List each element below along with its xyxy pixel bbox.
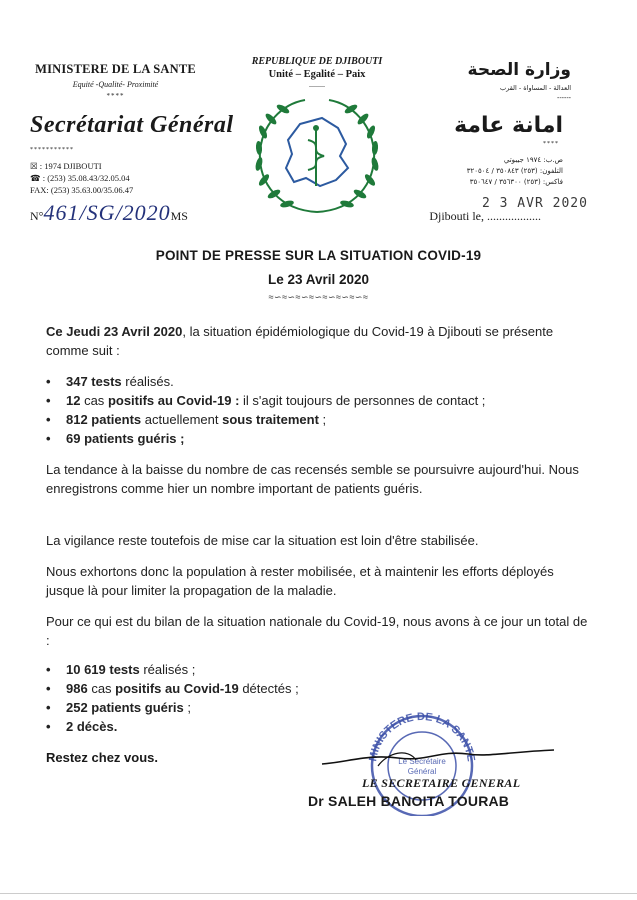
signatory-title: LE SECRETAIRE GENERAL <box>362 776 521 790</box>
bottom-edge-divider <box>0 893 637 894</box>
reference-suffix: MS <box>170 209 188 223</box>
address-line: ☒ : 1974 DJIBOUTI <box>30 161 102 171</box>
list-item: • 10 619 tests réalisés ; <box>46 660 299 679</box>
document-title: POINT DE PRESSE SUR LA SITUATION COVID-19 <box>155 248 482 263</box>
document-subtitle <box>0 272 637 287</box>
reference-handwritten: 461/SG/2020 <box>43 200 171 225</box>
national-summary-paragraph: Pour ce qui est du bilan de la situation nationale du Covid-19, nous avons à ce jour un total de : <box>46 614 588 648</box>
ministry-name: MINISTERE DE LA SANTE <box>35 62 196 76</box>
republic-name: REPUBLIQUE DE DJIBOUTI <box>251 56 383 67</box>
ministry-motto: Equité -Qualité- Proximité <box>72 80 159 89</box>
list-item: • 812 patients actuellement sous traitement ; <box>46 410 485 429</box>
signatory-name: Dr SALEH BANOITA TOURAB <box>308 793 510 809</box>
stamp-ring-text: MINISTERE DE LA SANTE <box>367 710 477 763</box>
ministry-name-arabic: وزارة الصحة <box>467 60 571 80</box>
national-figures-list <box>46 660 299 736</box>
list-item: • 986 cas positifs au Covid-19 détectés ; <box>46 679 299 698</box>
fax-line: FAX: (253) 35.63.00/35.06.47 <box>30 185 134 195</box>
secretariat-arabic: امانة عامة <box>454 113 563 138</box>
ministry-stars: **** <box>106 92 125 100</box>
list-item: • 69 patients guéris ; <box>46 429 485 448</box>
subtitle-prefix: Le <box>267 272 288 287</box>
ministry-motto-arabic: العدالة - المساواة - القرب <box>499 84 571 92</box>
vigilance-paragraph: La vigilance reste toutefois de mise car la situation est loin d'être stabilisée. <box>46 533 479 548</box>
handwritten-signature-icon <box>318 744 558 770</box>
right-divider: ------ <box>557 95 571 102</box>
intro-text: , la situation épidémiologique du Covid-19 à Djibouti se présente comme suit : <box>46 324 554 358</box>
stamp-center-line1: Le Secrétaire <box>398 757 446 766</box>
caduceus-icon <box>308 130 324 186</box>
closing-line: Restez chez vous. <box>46 750 158 765</box>
republic-motto: Unité – Egalité – Paix <box>268 69 366 80</box>
caduceus-top <box>313 125 319 131</box>
list-item: • 2 décès. <box>46 717 299 736</box>
daily-figures-list <box>46 372 485 448</box>
list-item: • 12 cas positifs au Covid-19 : il s'agit toujours de personnes de contact ; <box>46 391 485 410</box>
stamp-center-line2: Général <box>407 767 437 776</box>
fax-arabic: فاكس: (٢٥٣) ٣٥٦٣٠٠ / ٣٥٠٦٤٧ <box>469 178 563 186</box>
exhortation-paragraph: Nous exhortons donc la population à rester mobilisée, et à maintenir les efforts déployés jusque là pour limiter la propagation de la maladie. <box>46 564 554 598</box>
secretariat-arabic-stars: **** <box>543 141 559 147</box>
title-ornament: ≈∽≈∽≈∽≈∽≈∽≈∽≈∽≈ <box>268 292 369 302</box>
list-item: • 252 patients guéris ; <box>46 698 299 717</box>
intro-paragraph <box>46 322 594 360</box>
subtitle-date: 23 Avril 2020 <box>287 272 370 287</box>
reference-number <box>30 200 188 226</box>
secretariat-divider: *********** <box>30 147 74 153</box>
date-line: Djibouti le, .................. <box>429 209 541 223</box>
reference-prefix: N° <box>30 209 44 223</box>
center-divider: -------- <box>309 84 325 90</box>
phone-line: ☎ : (253) 35.08.43/32.05.04 <box>30 173 130 183</box>
intro-date: Ce Jeudi 23 Avril 2020 <box>46 324 183 339</box>
secretariat-general: Secrétariat Général <box>30 112 234 138</box>
pobox-arabic: ص.ب: ١٩٧٤ جيبوتي <box>503 156 563 164</box>
phone-arabic: التلفون: (٢٥٣) ٣٥٠٨٤٣ / ٣٢٠٥٠٤ <box>466 167 563 175</box>
ministry-emblem-icon <box>250 94 384 218</box>
list-item: • 347 tests réalisés. <box>46 372 485 391</box>
trend-paragraph: La tendance à la baisse du nombre de cas recensés semble se poursuivre aujourd'hui. Nous enregistrons comme hier un nombre important de patients guéris. <box>46 462 579 496</box>
date-stamp: 2 3 AVR 2020 <box>482 196 588 211</box>
